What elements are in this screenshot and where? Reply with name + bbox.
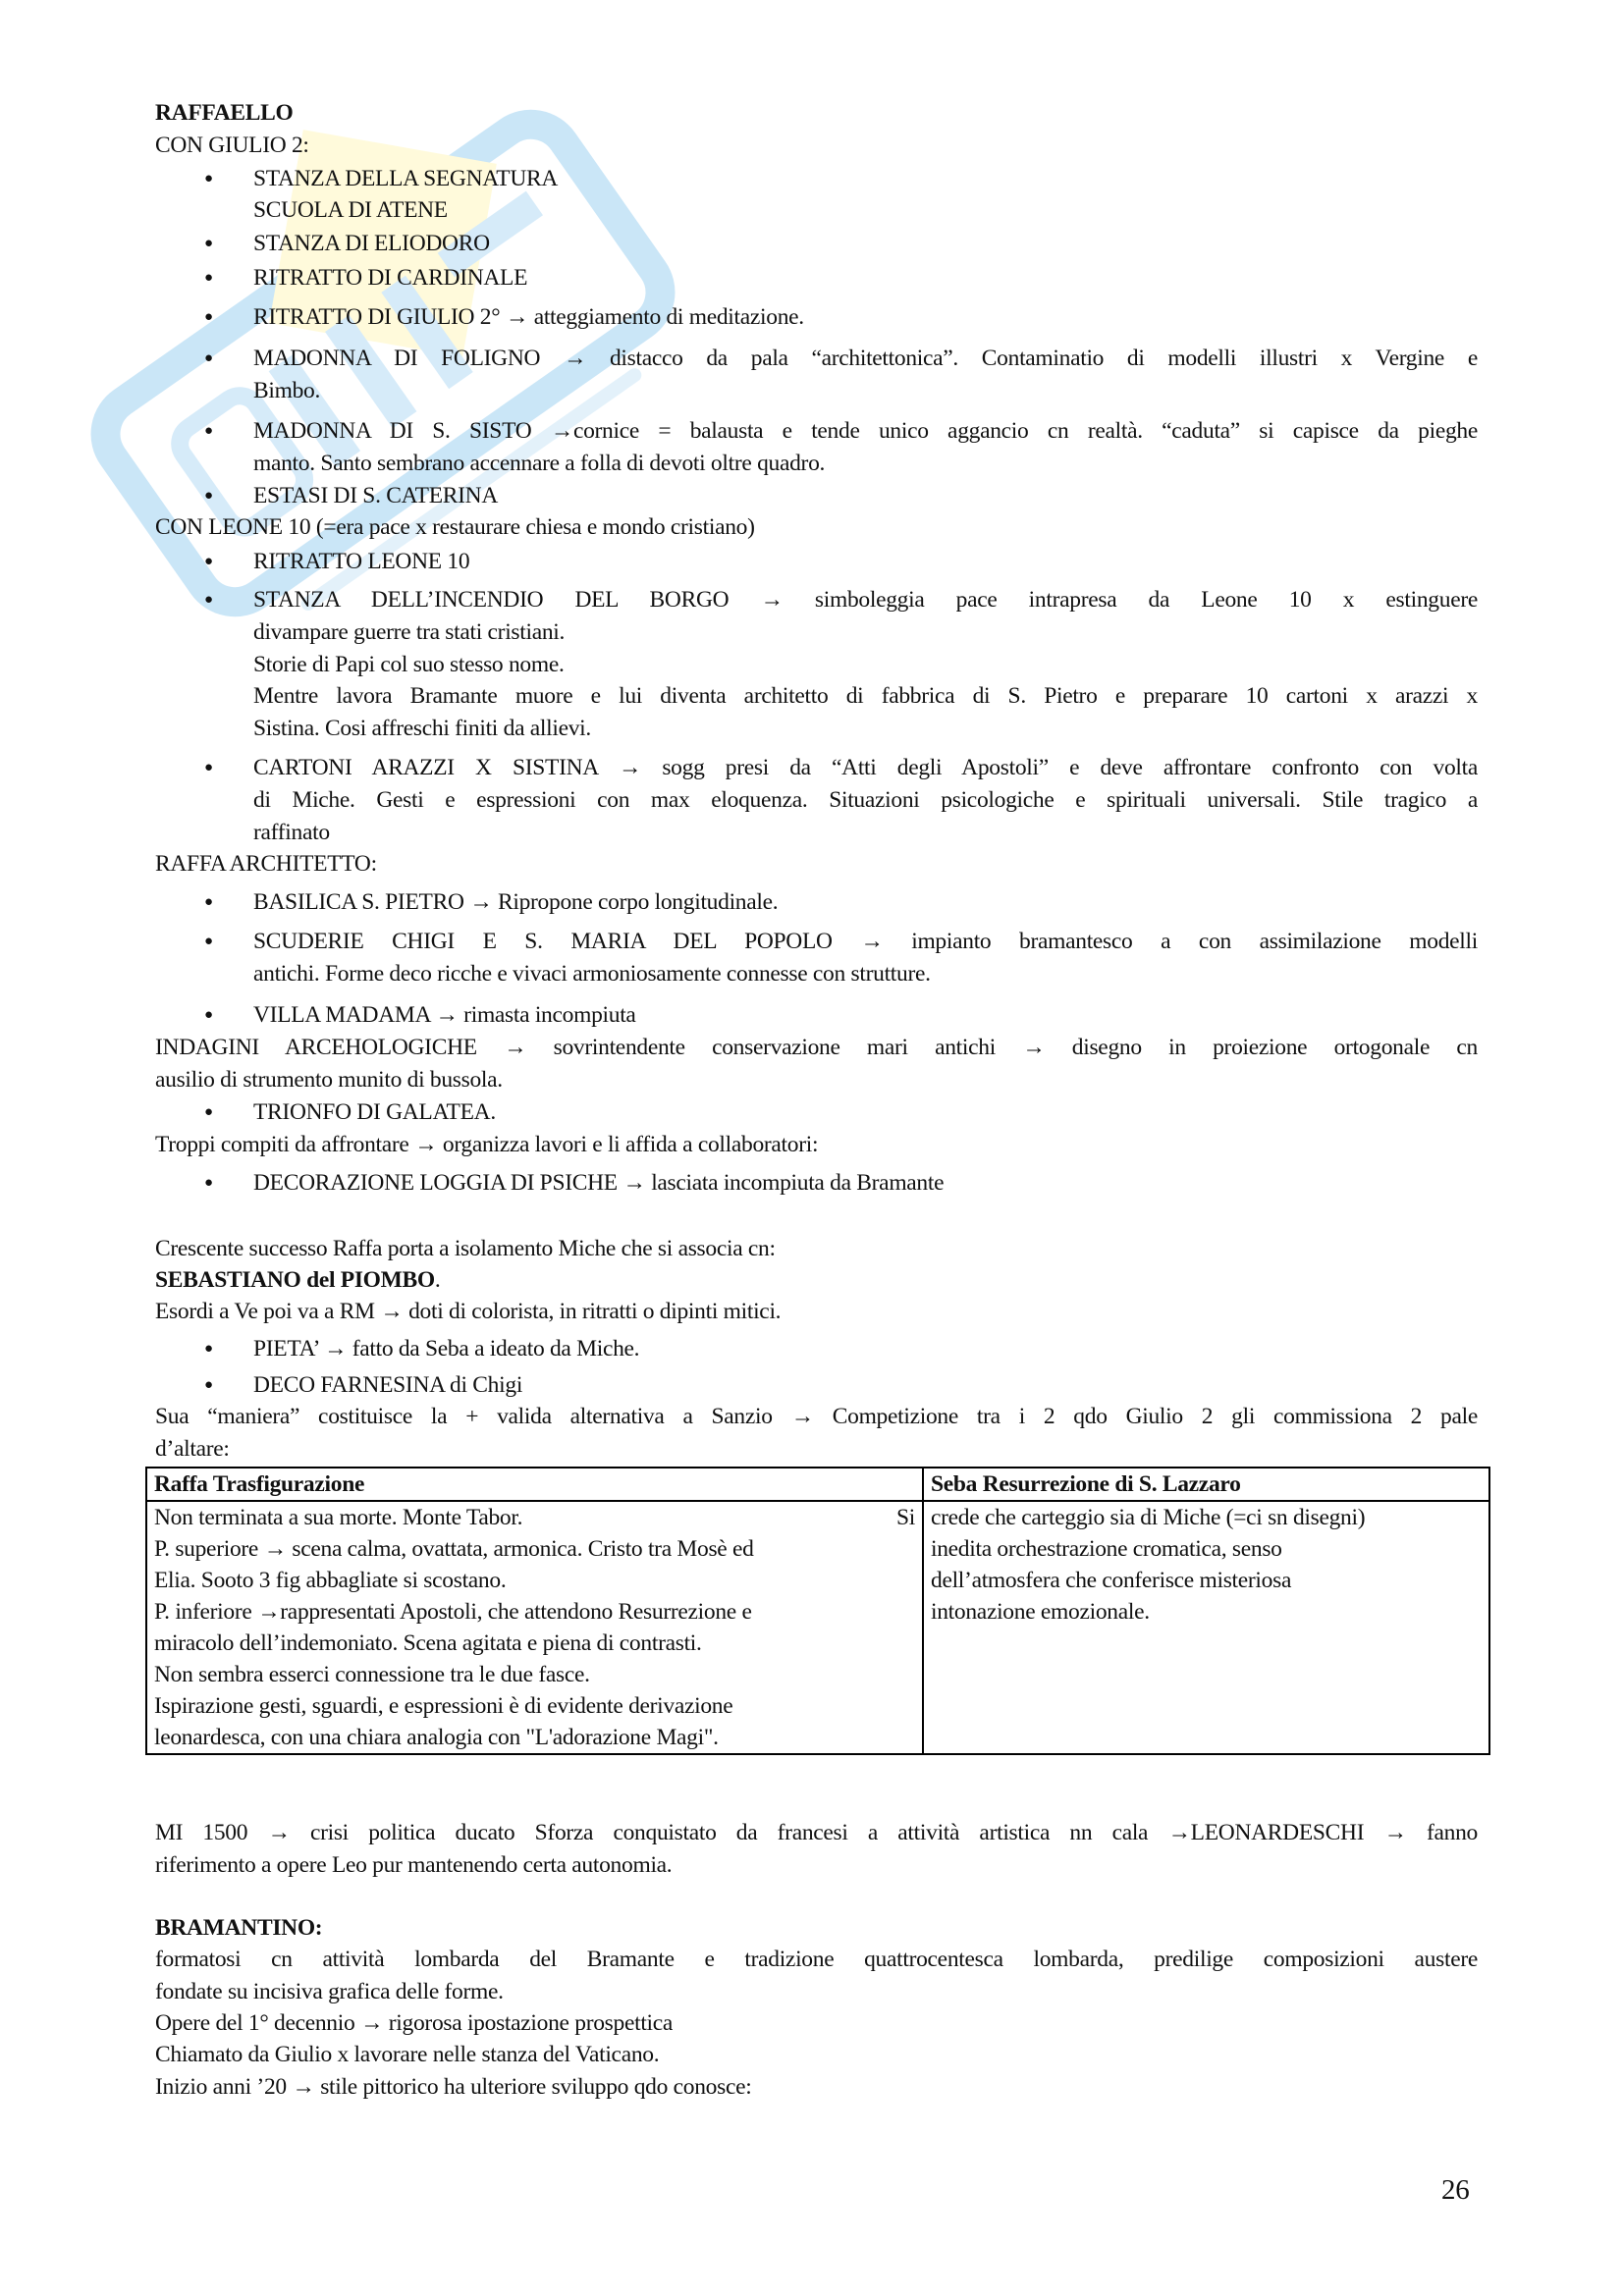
- bullet-icon: ●: [204, 423, 213, 439]
- paragraph-cont: d’altare:: [155, 1436, 230, 1462]
- list-item: DECO FARNESINA di Chigi: [253, 1372, 523, 1398]
- list-item: CARTONI ARAZZI X SISTINA → sogg presi da “Atti degli Apostoli” e deve affrontare confronto con volta: [253, 755, 1478, 780]
- cell-text: Non terminata a sua morte. Monte Tabor.: [154, 1505, 523, 1530]
- bullet-icon: ●: [204, 350, 213, 366]
- list-item-cont: antichi. Forme deco ricche e vivaci armoniosamente connesse con strutture.: [253, 961, 931, 987]
- paragraph: INDAGINI ARCEHOLOGICHE → sovrintendente conservazione mari antichi → disegno in proiezione ortogonale cn: [155, 1035, 1478, 1060]
- list-item: RITRATTO DI GIULIO 2° → atteggiamento di meditazione.: [253, 304, 804, 330]
- bullet-icon: ●: [204, 309, 213, 325]
- list-item-cont: divampare guerre tra stati cristiani.: [253, 619, 566, 645]
- bullet-icon: ●: [204, 554, 213, 569]
- list-item: TRIONFO DI GALATEA.: [253, 1099, 496, 1125]
- paragraph: Crescente successo Raffa porta a isolamento Miche che si associa cn:: [155, 1236, 776, 1261]
- list-item-cont: raffinato: [253, 820, 330, 845]
- subheading-sebastiano: [155, 1264, 1478, 1297]
- list-item: STANZA DELLA SEGNATURA: [253, 166, 559, 191]
- list-item: VILLA MADAMA → rimasta incompiuta: [253, 1002, 636, 1028]
- subheading-leone: CON LEONE 10 (=era pace x restaurare chiesa e mondo cristiano): [155, 514, 755, 540]
- cell-line: inedita orchestrazione cromatica, senso: [931, 1536, 1282, 1562]
- cell-line: leonardesca, con una chiara analogia con "L'adorazione Magi".: [154, 1725, 719, 1750]
- bullet-icon: ●: [204, 894, 213, 910]
- heading-punct: .: [434, 1267, 441, 1293]
- list-item: STANZA DI ELIODORO: [253, 231, 490, 256]
- bullet-icon: ●: [204, 1377, 213, 1393]
- table-cell-raffa: [146, 1501, 923, 1754]
- bullet-icon: ●: [204, 1104, 213, 1120]
- cell-text: Si: [896, 1505, 915, 1530]
- table-row: [146, 1501, 1489, 1754]
- paragraph: Inizio anni ’20 → stile pittorico ha ulteriore sviluppo qdo conosce:: [155, 2074, 752, 2100]
- paragraph: Troppi compiti da affrontare → organizza lavori e li affida a collaboratori:: [155, 1132, 819, 1157]
- paragraph: Sua “maniera” costituisce la + valida alternativa a Sanzio → Competizione tra i 2 qdo Giulio 2 gli commissiona 2 pale: [155, 1404, 1478, 1429]
- comparison-table: [145, 1467, 1490, 1755]
- cell-line: Non sembra esserci connessione tra le due fasce.: [154, 1662, 590, 1687]
- page-number: 26: [1441, 2174, 1470, 2206]
- paragraph: Chiamato da Giulio x lavorare nelle stanza del Vaticano.: [155, 2042, 660, 2067]
- bullet-icon: ●: [204, 270, 213, 286]
- paragraph: Esordi a Ve poi va a RM → doti di colorista, in ritratti o dipinti mitici.: [155, 1299, 782, 1324]
- bullet-icon: ●: [204, 1007, 213, 1023]
- list-item: PIETA’ → fatto da Seba a ideato da Miche.: [253, 1336, 640, 1362]
- cell-line: Elia. Sooto 3 fig abbagliate si scostano.: [154, 1568, 507, 1593]
- bullet-icon: ●: [204, 488, 213, 504]
- list-item-cont: Mentre lavora Bramante muore e lui diventa architetto di fabbrica di S. Pietro e preparare 10 cartoni x arazzi x: [253, 683, 1478, 709]
- bullet-icon: ●: [204, 171, 213, 187]
- heading-text: BRAMANTINO:: [155, 1915, 323, 1941]
- paragraph-cont: ausilio di strumento munito di bussola.: [155, 1067, 503, 1093]
- list-item-cont: manto. Santo sembrano accennare a folla di devoti oltre quadro.: [253, 451, 826, 476]
- cell-line: crede che carteggio sia di Miche (=ci sn disegni): [931, 1505, 1366, 1530]
- table-header: Seba Resurrezione di S. Lazzaro: [923, 1468, 1489, 1501]
- cell-line: P. superiore → scena calma, ovattata, armonica. Cristo tra Mosè ed: [154, 1536, 754, 1562]
- paragraph: Opere del 1° decennio → rigorosa ipostazione prospettica: [155, 2010, 674, 2036]
- table-header: Raffa Trasfigurazione: [146, 1468, 923, 1501]
- list-item-cont: Bimbo.: [253, 378, 321, 403]
- cell-line: miracolo dell’indemoniato. Scena agitata e piena di contrasti.: [154, 1630, 702, 1656]
- paragraph: MI 1500 → crisi politica ducato Sforza conquistato da francesi a attività artistica nn cala →LEONARDESCHI → fanno: [155, 1820, 1478, 1845]
- list-item: BASILICA S. PIETRO → Ripropone corpo longitudinale.: [253, 889, 779, 915]
- cell-line: dell’atmosfera che conferisce misteriosa: [931, 1568, 1292, 1593]
- bullet-icon: ●: [204, 1175, 213, 1191]
- list-item: RITRATTO DI CARDINALE: [253, 265, 528, 291]
- bullet-icon: ●: [204, 760, 213, 775]
- table-header-row: [146, 1468, 1489, 1501]
- bullet-icon: ●: [204, 934, 213, 949]
- heading-text: SEBASTIANO del PIOMBO: [155, 1267, 435, 1293]
- bullet-icon: ●: [204, 592, 213, 608]
- cell-line: intonazione emozionale.: [931, 1599, 1150, 1625]
- subheading-bramantino: [155, 1912, 1478, 1945]
- subheading-architetto: RAFFA ARCHITETTO:: [155, 851, 377, 877]
- list-item-sub: SCUOLA DI ATENE: [253, 197, 448, 223]
- table-cell-seba: [923, 1501, 1489, 1754]
- list-item: MADONNA DI FOLIGNO → distacco da pala “architettonica”. Contaminatio di modelli illustri x Vergine e: [253, 346, 1478, 371]
- list-item: DECORAZIONE LOGGIA DI PSICHE → lasciata incompiuta da Bramante: [253, 1170, 945, 1196]
- cell-line: P. inferiore →rappresentati Apostoli, che attendono Resurrezione e: [154, 1599, 752, 1625]
- subheading-giulio: CON GIULIO 2:: [155, 133, 309, 158]
- list-item: MADONNA DI S. SISTO →cornice = balausta e tende unico aggancio cn realtà. “caduta” si capisce da pieghe: [253, 418, 1478, 444]
- cell-line: [154, 1502, 915, 1533]
- cell-line: Ispirazione gesti, sguardi, e espressioni è di evidente derivazione: [154, 1693, 733, 1719]
- paragraph-cont: riferimento a opere Leo pur mantenendo certa autonomia.: [155, 1852, 673, 1878]
- paragraph-cont: fondate su incisiva grafica delle forme.: [155, 1979, 504, 2004]
- list-item: RITRATTO LEONE 10: [253, 549, 470, 574]
- list-item: STANZA DELL’INCENDIO DEL BORGO → simboleggia pace intrapresa da Leone 10 x estinguere: [253, 587, 1478, 613]
- section-title: RAFFAELLO: [155, 100, 294, 126]
- list-item-cont: Storie di Papi col suo stesso nome.: [253, 652, 565, 677]
- list-item: ESTASI DI S. CATERINA: [253, 483, 499, 508]
- bullet-icon: ●: [204, 236, 213, 251]
- paragraph: formatosi cn attività lombarda del Bramante e tradizione quattrocentesca lombarda, predilige composizioni austere: [155, 1947, 1478, 1972]
- list-item-cont: di Miche. Gesti e espressioni con max eloquenza. Situazioni psicologiche e spirituali universali. Stile tragico a: [253, 787, 1478, 813]
- list-item: SCUDERIE CHIGI E S. MARIA DEL POPOLO → impianto bramantesco a con assimilazione modelli: [253, 929, 1478, 954]
- list-item-cont: Sistina. Cosi affreschi finiti da allievi.: [253, 716, 591, 741]
- bullet-icon: ●: [204, 1341, 213, 1357]
